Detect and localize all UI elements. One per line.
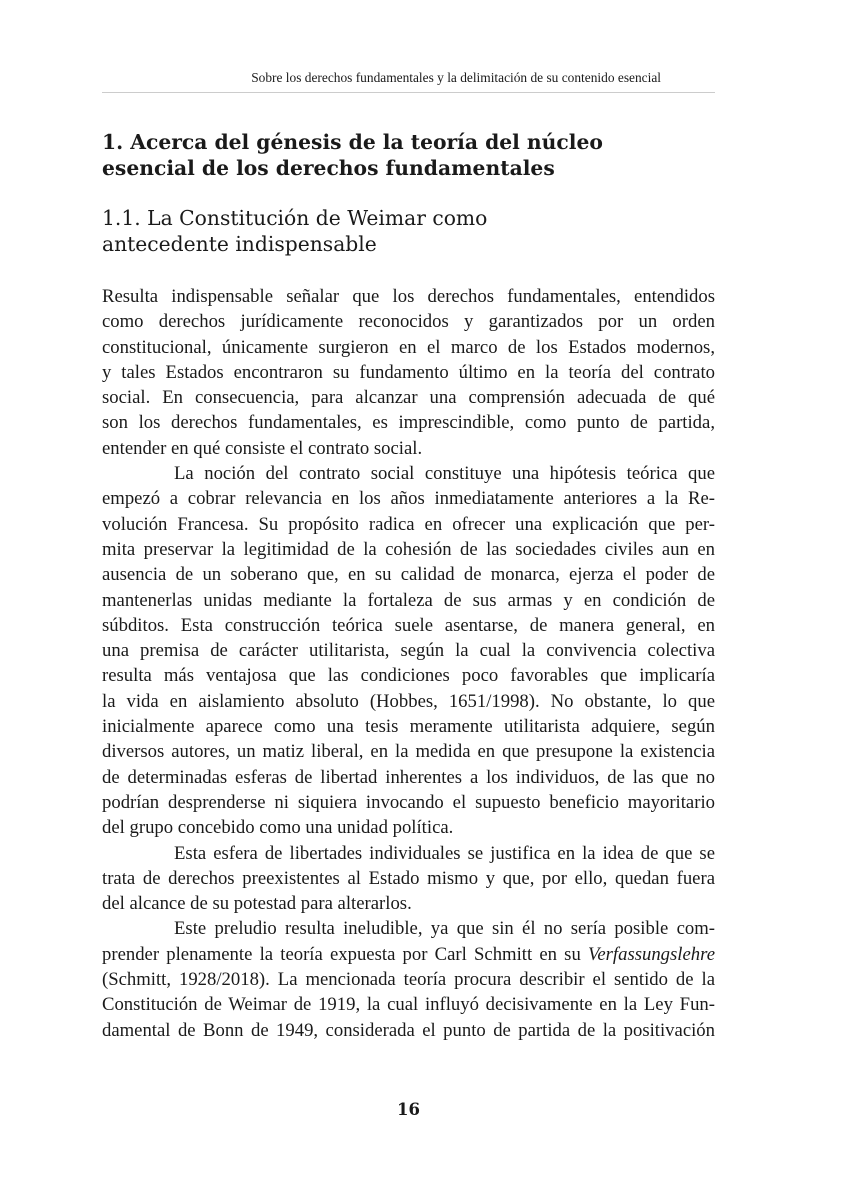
text-line: Constitución de Weimar de 1919, la cual influyó decisivamente en la Ley Fun- <box>102 994 715 1016</box>
text-line: ausencia de un soberano que, en su calidad de monarca, ejerza el poder de <box>102 564 715 586</box>
text-line: la vida en aislamiento absoluto (Hobbes, 1651/1998). No obstante, lo que <box>102 690 715 712</box>
text-line: Este preludio resulta ineludible, ya que sin él no sería posible com- <box>174 918 715 940</box>
text-line: volución Francesa. Su propósito radica en ofrecer una explicación que per- <box>102 513 715 535</box>
paragraphs <box>102 284 715 916</box>
text-line: súbditos. Esta construcción teórica suele asentarse, de manera general, en <box>102 614 715 636</box>
running-head: Sobre los derechos fundamentales y la delimitación de su contenido esencial <box>251 70 661 85</box>
paragraph <box>102 841 715 917</box>
header-divider <box>102 92 715 93</box>
section-title-line: esencial de los derechos fundamentales <box>102 156 555 180</box>
paragraph <box>102 284 715 461</box>
text-line: trata de derechos preexistentes al Estado mismo y que, por ello, quedan fuera <box>102 867 715 889</box>
text-line: resulta más ventajosa que las condiciones poco favorables que implicaría <box>102 665 715 687</box>
text-line: del alcance de su potestad para alterarlos. <box>102 893 412 915</box>
paragraph <box>102 461 715 840</box>
text-line: damental de Bonn de 1949, considerada el punto de partida de la positivación <box>102 1019 715 1041</box>
text-line: empezó a cobrar relevancia en los años inmediatamente anteriores a la Re- <box>102 488 715 510</box>
text-line: diversos autores, un matiz liberal, en la medida en que presupone la existencia <box>102 741 715 763</box>
text-line: social. En consecuencia, para alcanzar una comprensión adecuada de qué <box>102 387 715 409</box>
section-title <box>102 129 715 181</box>
text-line: de determinadas esferas de libertad inherentes a los individuos, de las que no <box>102 766 715 788</box>
body-text <box>102 284 715 1043</box>
section-title-line: 1. Acerca del génesis de la teoría del núcleo <box>102 130 603 154</box>
paragraph <box>102 916 715 1042</box>
italic-book-title: Verfassungslehre <box>588 943 715 965</box>
text-line: entender en qué consiste el contrato social. <box>102 437 423 459</box>
subsection-title-line: 1.1. La Constitución de Weimar como <box>102 206 488 230</box>
text-line: mantenerlas unidas mediante la fortaleza de sus armas y en condición de <box>102 589 715 611</box>
text-run: prender plenamente la teoría expuesta por Carl Schmitt en su <box>102 943 588 965</box>
text-line: como derechos jurídicamente reconocidos y garantizados por un orden <box>102 311 715 333</box>
text-line: del grupo concebido como una unidad política. <box>102 817 454 839</box>
page-number: 16 <box>397 1100 420 1119</box>
text-line: son los derechos fundamentales, es imprescindible, como punto de partida, <box>102 412 715 434</box>
text-line: una premisa de carácter utilitarista, según la cual la convivencia colectiva <box>102 640 715 662</box>
text-line: constitucional, únicamente surgieron en el marco de los Estados modernos, <box>102 336 715 358</box>
text-line: inicialmente aparece como una tesis meramente utilitarista adquiere, según <box>102 716 715 738</box>
text-line: La noción del contrato social constituye una hipótesis teórica que <box>174 463 715 485</box>
subsection-title-line: antecedente indispensable <box>102 232 377 256</box>
text-line: y tales Estados encontraron su fundamento último en la teoría del contrato <box>102 361 715 383</box>
text-line: Esta esfera de libertades individuales se justifica en la idea de que se <box>174 842 715 864</box>
text-line: podrían desprenderse ni siquiera invocando el supuesto beneficio mayoritario <box>102 791 715 813</box>
text-line: (Schmitt, 1928/2018). La mencionada teoría procura describir el sentido de la <box>102 969 715 991</box>
subsection-title <box>102 205 715 257</box>
text-line: mita preservar la legitimidad de la cohesión de las sociedades civiles aun en <box>102 538 715 560</box>
text-line <box>102 942 715 967</box>
text-line: Resulta indispensable señalar que los derechos fundamentales, entendidos <box>102 286 715 307</box>
